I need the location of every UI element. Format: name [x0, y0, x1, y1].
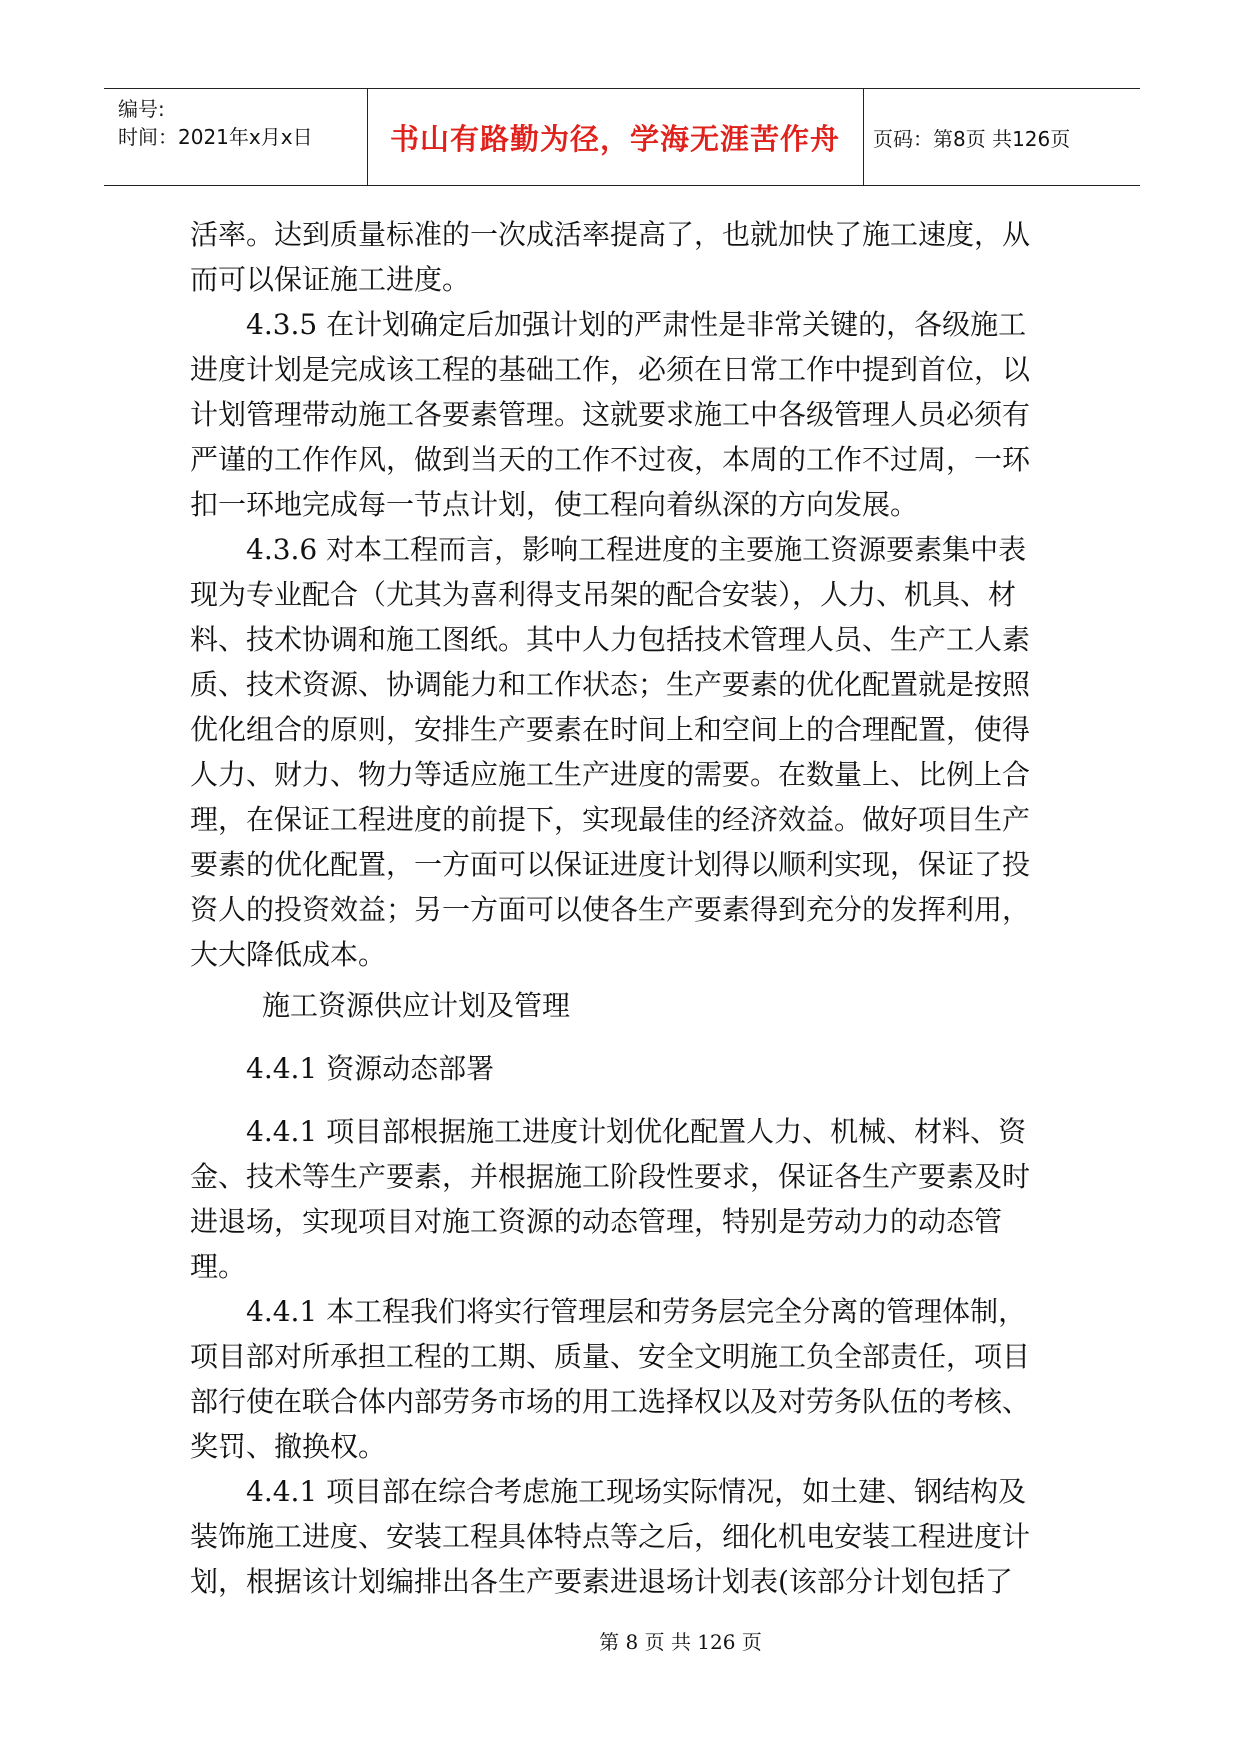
document-body: [190, 212, 1050, 1604]
document-header: [104, 88, 1140, 186]
time-label: 时间：2021年x月x日: [118, 125, 313, 149]
paragraph-4-4-1-b: 4.4.1 本工程我们将实行管理层和劳务层完全分离的管理体制，项目部对所承担工程的工期、质量、安全文明施工负全部责任，项目部行使在联合体内部劳务市场的用工选择权以及对劳务队伍的考核、奖罚、撤换权。: [190, 1295, 1031, 1463]
subsection-heading: 4.4.1 资源动态部署: [246, 1052, 495, 1085]
header-info-cell: [104, 89, 368, 185]
number-label: 编号:: [118, 97, 165, 121]
paragraph-4-3-6: 4.3.6 对本工程而言，影响工程进度的主要施工资源要素集中表现为专业配合（尤其为喜利得支吊架的配合安装），人力、机具、材料、技术协调和施工图纸。其中人力包括技术管理人员、生产工人素质、技术资源、协调能力和工作状态；生产要素的优化配置就是按照优化组合的原则，安排生产要素在时间上和空间上的合理配置，使得人力、财力、物力等适应施工生产进度的需要。在数量上、比例上合理，在保证工程进度的前提下，实现最佳的经济效益。做好项目生产要素的优化配置，一方面可以保证进度计划得以顺利实现，保证了投资人的投资效益；另一方面可以使各生产要素得到充分的发挥利用，大大降低成本。: [190, 533, 1031, 971]
header-motto-cell: [367, 89, 864, 185]
motto-text: 书山有路勤为径，学海无涯苦作舟: [389, 122, 840, 156]
header-page-cell: [863, 89, 1140, 185]
page-footer: 第 8 页 共 126 页: [599, 1630, 762, 1654]
section-heading: 施工资源供应计划及管理: [262, 989, 571, 1022]
page-code: 页码：第8页 共126页: [873, 127, 1071, 151]
paragraph-4-3-5: 4.3.5 在计划确定后加强计划的严肃性是非常关键的，各级施工进度计划是完成该工程的基础工作，必须在日常工作中提到首位，以计划管理带动施工各要素管理。这就要求施工中各级管理人员必须有严谨的工作作风，做到当天的工作不过夜，本周的工作不过周，一环扣一环地完成每一节点计划，使工程向着纵深的方向发展。: [190, 308, 1031, 521]
paragraph-4-4-1-a: 4.4.1 项目部根据施工进度计划优化配置人力、机械、材料、资金、技术等生产要素，并根据施工阶段性要求，保证各生产要素及时进退场，实现项目对施工资源的动态管理，特别是劳动力的动态管理。: [190, 1115, 1031, 1283]
paragraph-continuation: 活率。达到质量标准的一次成活率提高了，也就加快了施工速度，从而可以保证施工进度。: [190, 218, 1031, 296]
paragraph-4-4-1-c: 4.4.1 项目部在综合考虑施工现场实际情况，如土建、钢结构及装饰施工进度、安装工程具体特点等之后，细化机电安装工程进度计划，根据该计划编排出各生产要素进退场计划表(该部分计划包括了: [190, 1475, 1031, 1598]
